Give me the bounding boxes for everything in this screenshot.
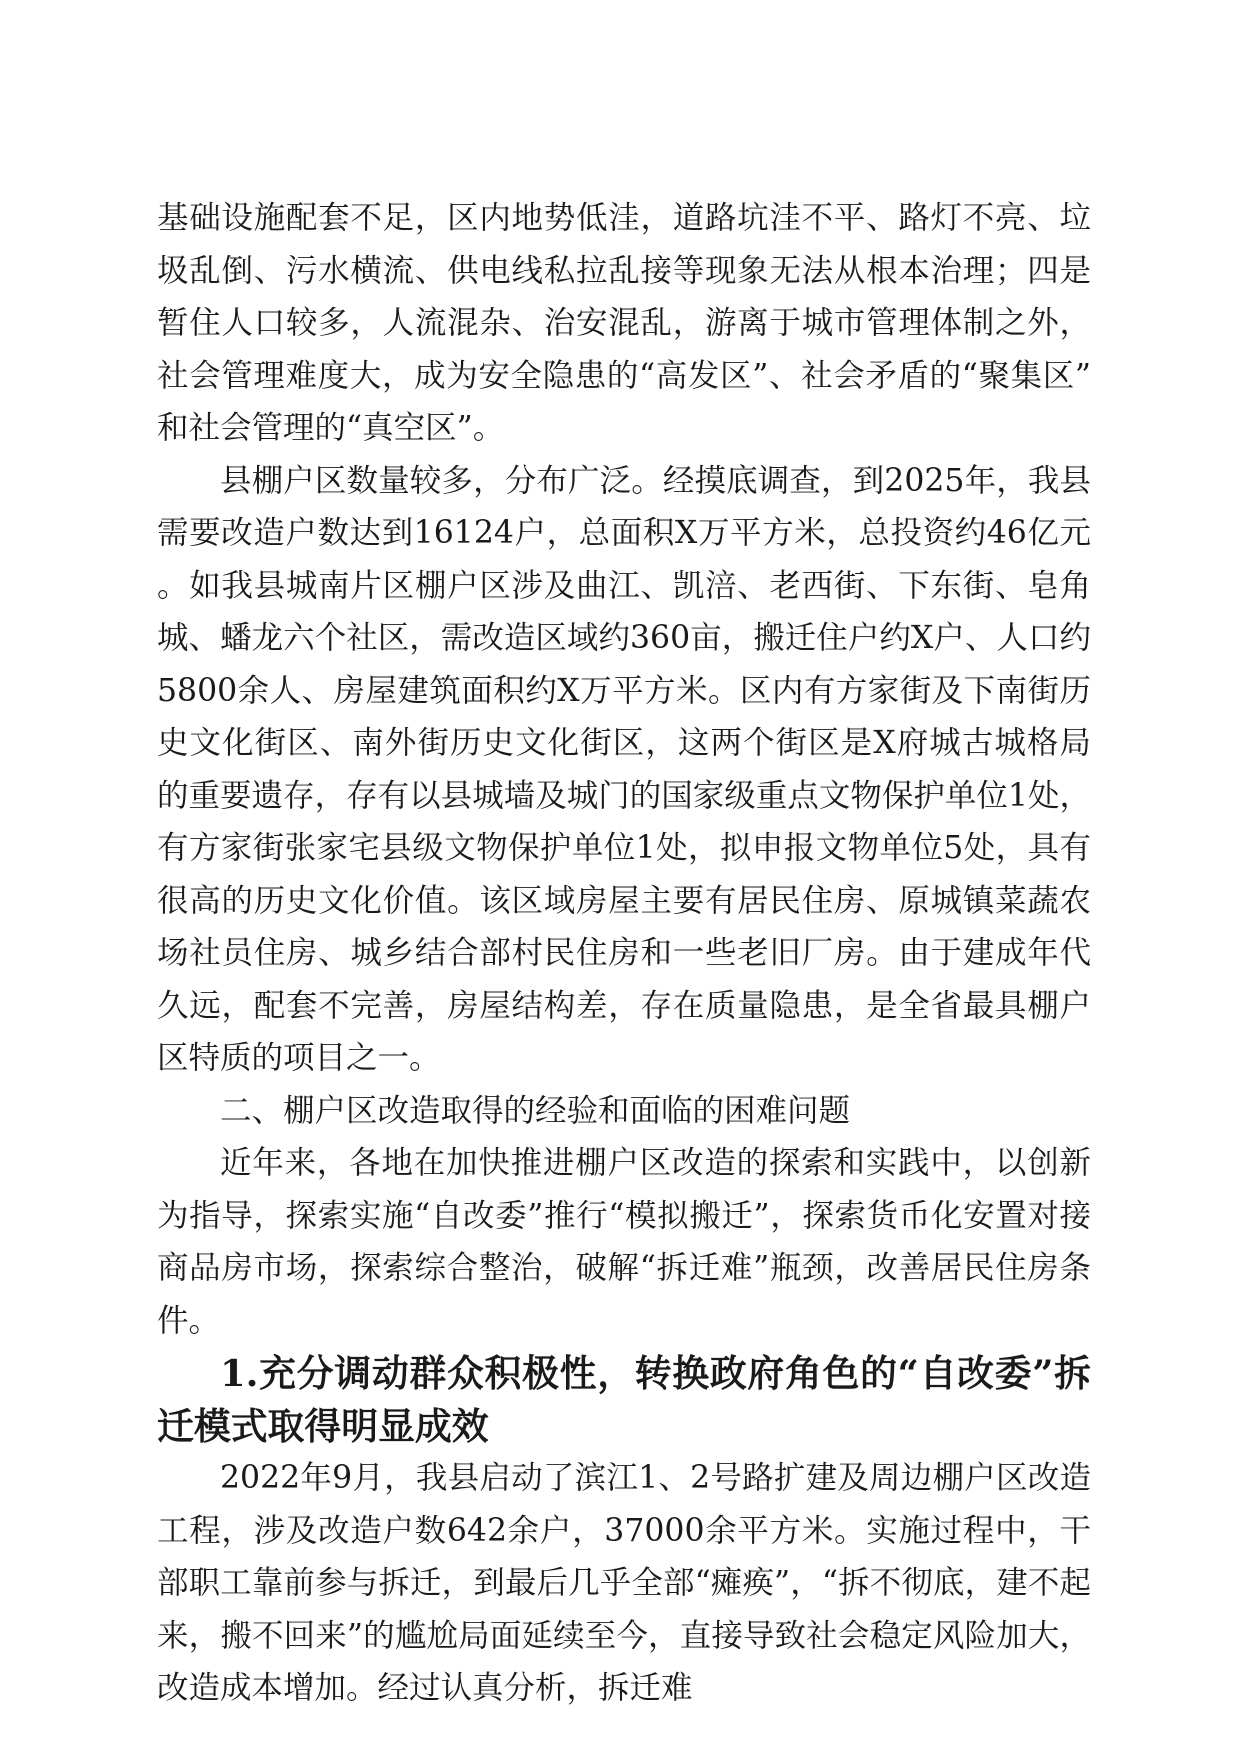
paragraph-infrastructure: 基础设施配套不足，区内地势低洼，道路坑洼不平、路灯不亮、垃圾乱倒、污水横流、供电线私拉乱接等现象无法从根本治理；四是暂住人口较多，人流混杂、治安混乱，游离于城市管理体制之外，社会管理难度大，成为安全隐患的“高发区”、社会矛盾的“聚集区”和社会管理的“真空区”。 — [157, 200, 1091, 446]
paragraph-recent-years: 近年来，各地在加快推进棚户区改造的探索和实践中，以创新为指导，探索实施“自改委”推行“模拟搬迁”，探索货币化安置对接商品房市场，探索综合整治，破解“拆迁难”瓶颈，改善居民住房条件。 — [157, 1145, 1091, 1339]
paragraph-shantytown-overview: 县棚户区数量较多，分布广泛。经摸底调查，到2025年，我县需要改造户数达到16124户，总面积X万平方米，总投资约46亿元。如我县城南片区棚户区涉及曲江、凯涪、老西街、下东街、皂角城、蟠龙六个社区，需改造区域约360亩，搬迁住户约X户、人口约5800余人、房屋建筑面积约X万平方米。区内有方家街及下南街历史文化街区、南外街历史文化街区，这两个街区是X府城古城格局的重要遗存，存有以县城墙及城门的国家级重点文物保护单位1处，有方家街张家宅县级文物保护单位1处，拟申报文物单位5处，具有很高的历史文化价值。该区域房屋主要有居民住房、原城镇菜蔬农场社员住房、城乡结合部村民住房和一些老旧厂房。由于建成年代久远，配套不完善，房屋结构差，存在质量隐患，是全省最具棚户区特质的项目之一。 — [157, 462, 1091, 1076]
document-body — [157, 192, 1091, 1715]
section-heading-experience-difficulties: 二、棚户区改造取得的经验和面临的困难问题 — [220, 1092, 851, 1129]
subsection-heading-self-reform-committee: 1.充分调动群众积极性，转换政府角色的“自改委”拆迁模式取得明显成效 — [157, 1351, 1091, 1448]
paragraph-binjiang-project: 2022年9月，我县启动了滨江1、2号路扩建及周边棚户区改造工程，涉及改造户数642余户，37000余平方米。实施过程中，干部职工靠前参与拆迁，到最后几乎全部“瘫痪”，“拆不彻底，建不起来，搬不回来”的尴尬局面延续至今，直接导致社会稳定风险加大，改造成本增加。经过认真分析，拆迁难 — [157, 1460, 1091, 1706]
